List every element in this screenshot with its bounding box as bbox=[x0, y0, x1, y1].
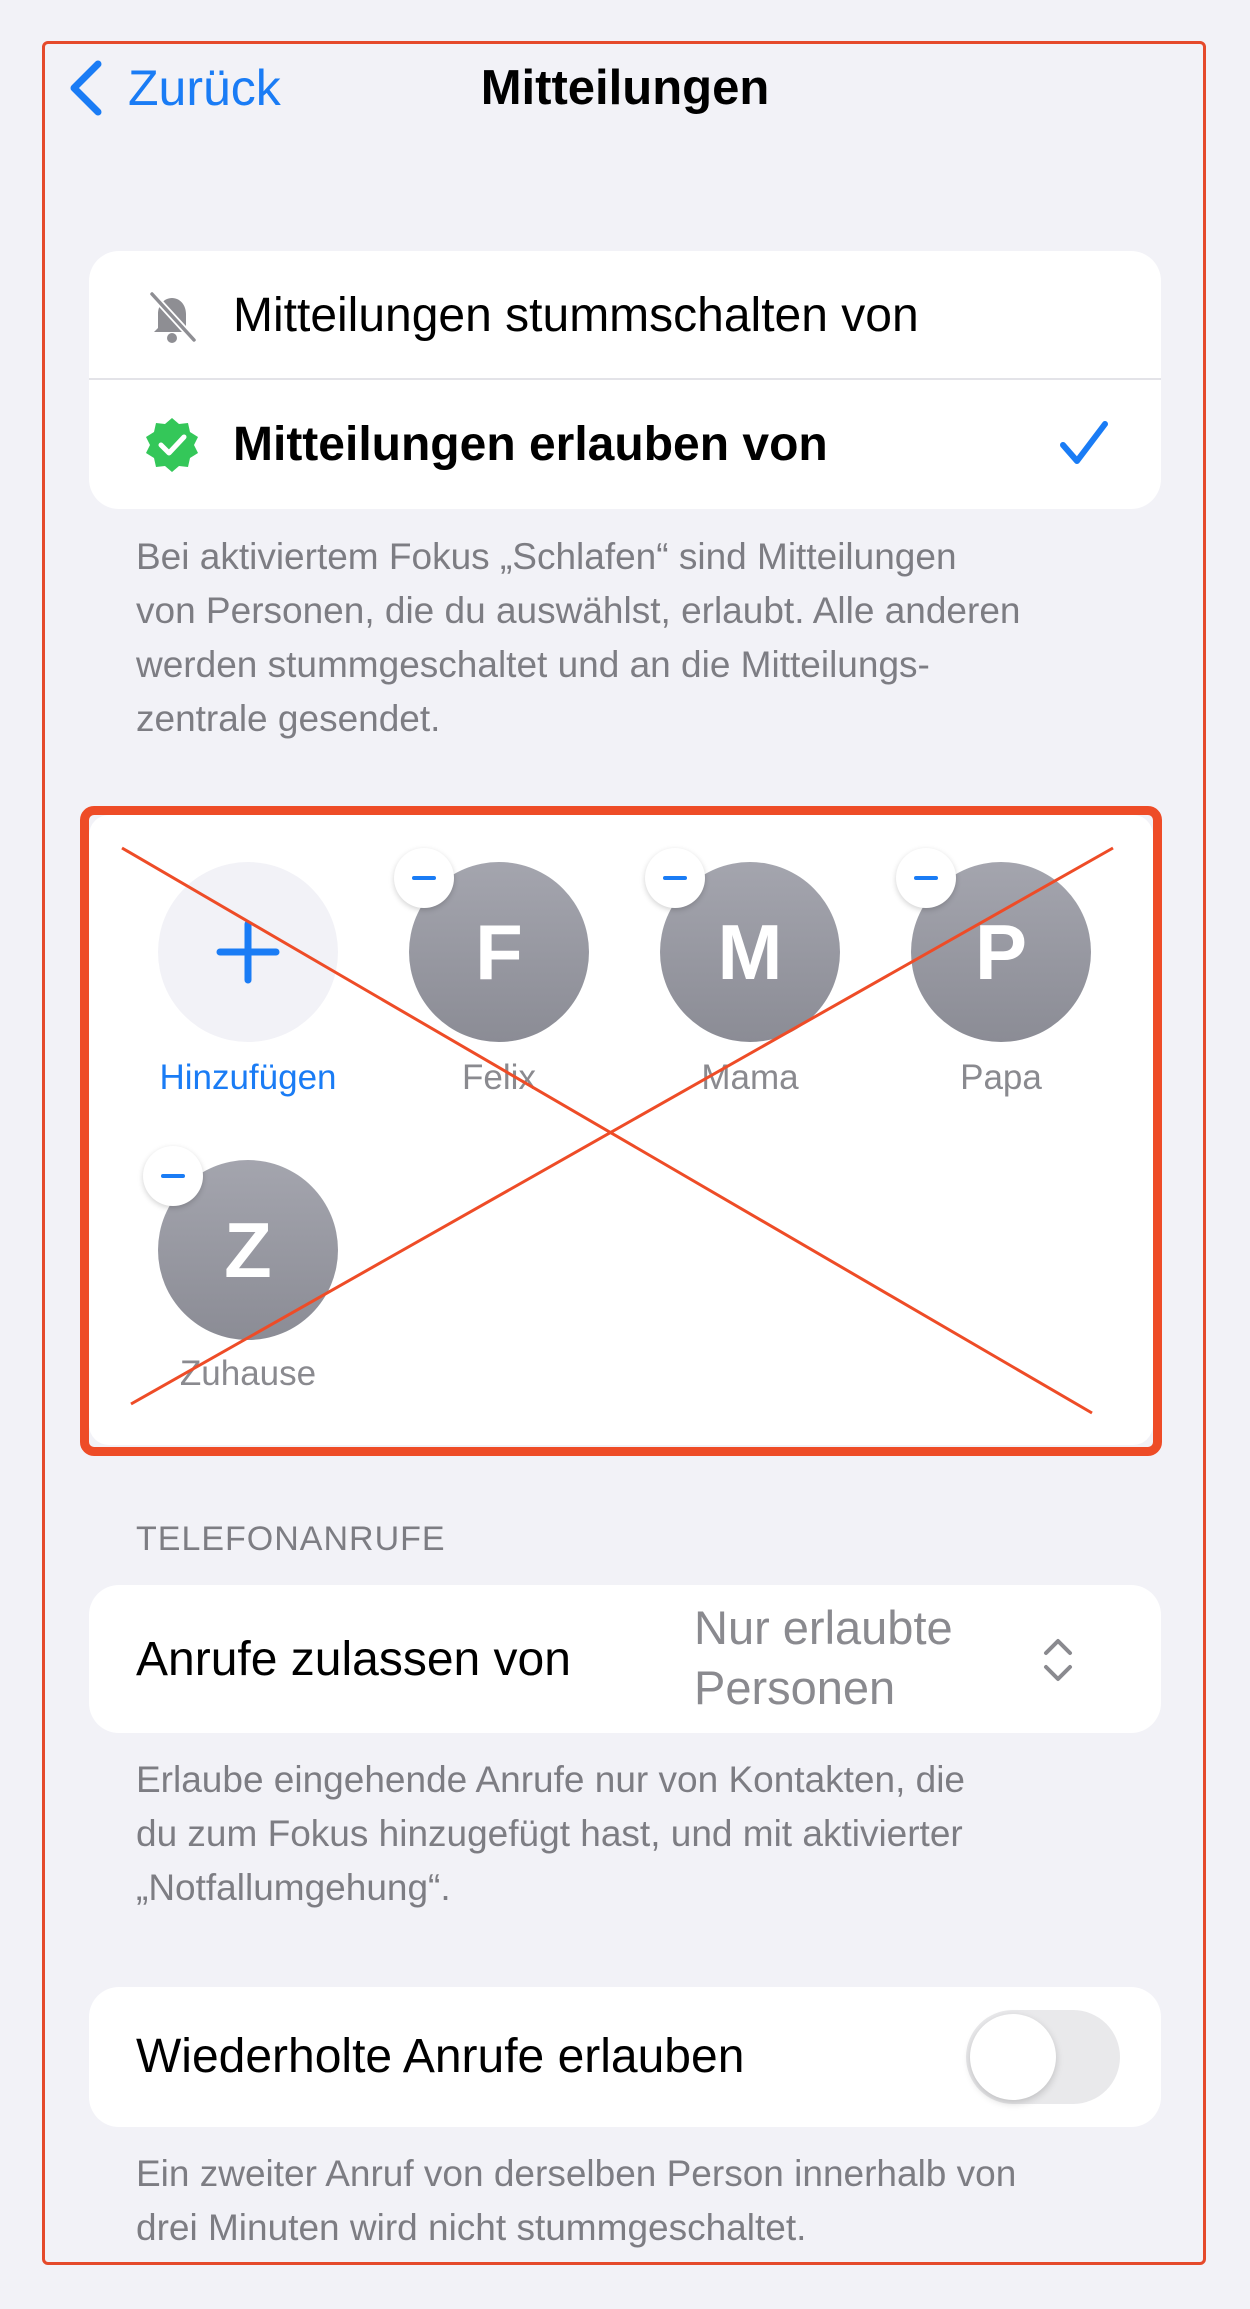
contact-avatar-papa[interactable]: P bbox=[911, 862, 1091, 1042]
silence-option[interactable]: Mitteilungen stummschalten von bbox=[233, 289, 919, 342]
contact-name: Papa bbox=[960, 1058, 1042, 1097]
repeated-calls-toggle[interactable] bbox=[966, 2010, 1120, 2104]
repeated-calls-label: Wiederholte Anrufe erlauben bbox=[136, 2030, 745, 2083]
contact-avatar-felix[interactable]: F bbox=[409, 862, 589, 1042]
back-button[interactable]: Zurück bbox=[128, 60, 281, 116]
allow-option[interactable]: Mitteilungen erlauben von bbox=[233, 418, 828, 471]
contact-name: Zuhause bbox=[179, 1354, 317, 1393]
allow-calls-picker[interactable]: Nur erlaubte Personen bbox=[694, 1601, 953, 1714]
contact-avatar-mama[interactable]: M bbox=[660, 862, 840, 1042]
highlight-frame bbox=[80, 806, 1162, 1456]
toggle-knob bbox=[970, 2014, 1056, 2100]
mode-footnote: Bei aktiviertem Fokus „Schlafen“ sind Mitteilungen von Personen, die du auswählst, erlaubt. Alle anderen werden stummgeschaltet und an die Mitteilungs- zentrale gesendet. bbox=[136, 536, 1021, 739]
contact-name: Felix bbox=[462, 1058, 536, 1097]
contact-avatar-zuhause[interactable]: Z bbox=[158, 1160, 338, 1340]
contact-name: Mama bbox=[701, 1058, 799, 1097]
calls-footnote: Erlaube eingehende Anrufe nur von Kontakten, die du zum Fokus hinzugefügt hast, und mit aktivierter „Notfallumgehung“. bbox=[136, 1759, 966, 1908]
page-title: Mitteilungen bbox=[480, 61, 770, 115]
chevron-up-down-icon[interactable] bbox=[1040, 1636, 1076, 1684]
section-title: TELEFONANRUFE bbox=[136, 1520, 446, 1558]
add-person-label[interactable]: Hinzufügen bbox=[159, 1058, 337, 1097]
allow-calls-label: Anrufe zulassen von bbox=[136, 1633, 571, 1686]
repeated-calls-footnote: Ein zweiter Anruf von derselben Person innerhalb von drei Minuten wird nicht stummgeschaltet. bbox=[136, 2153, 1017, 2248]
